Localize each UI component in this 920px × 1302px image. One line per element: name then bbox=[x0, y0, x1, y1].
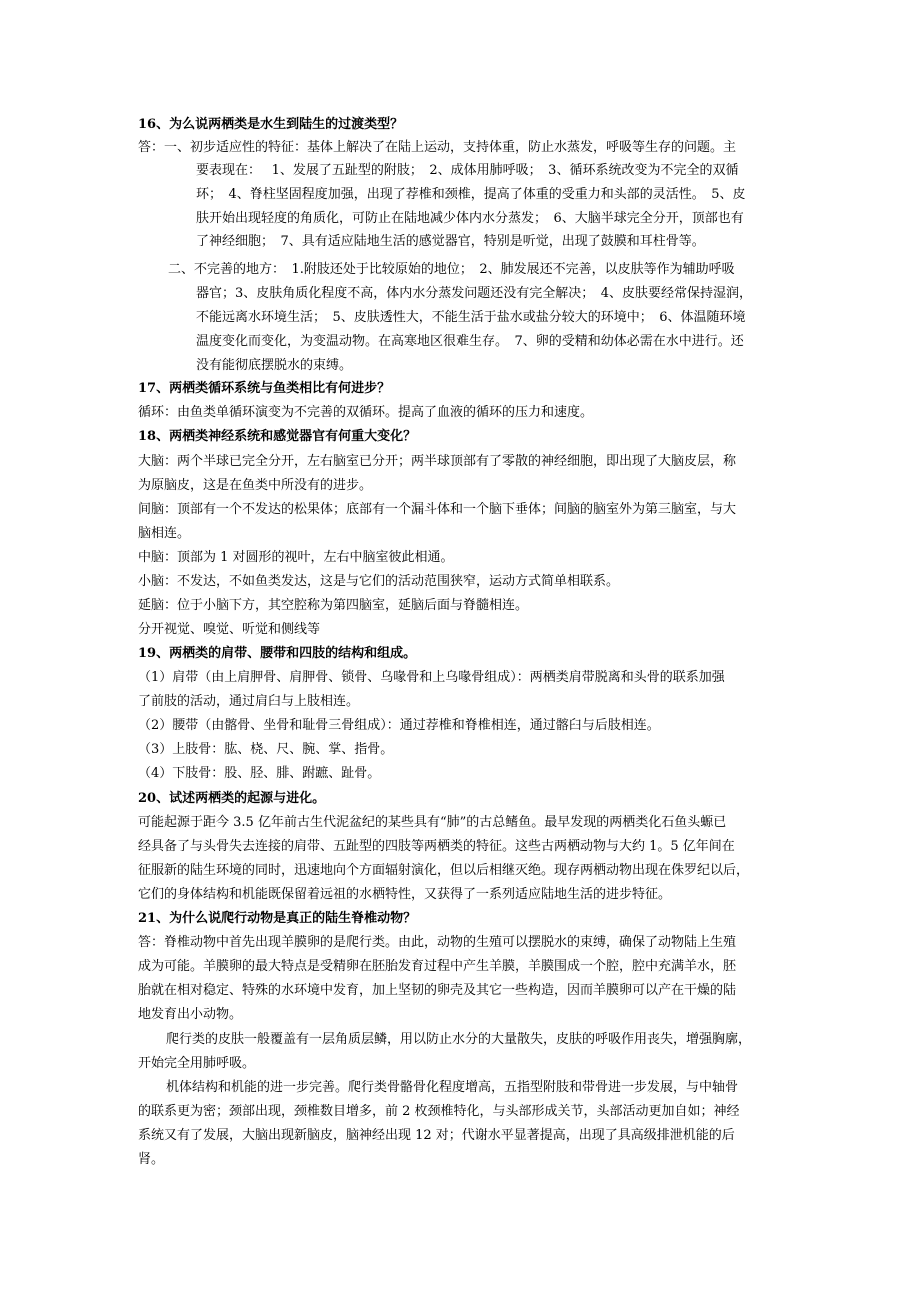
paragraph-line: 延脑：位于小脑下方，其空腔称为第四脑室，延脑后面与脊髓相连。 bbox=[138, 598, 529, 613]
paragraph-line: 器官；3、皮肤角质化程度不高，体内水分蒸发问题还没有完全解决； 4、皮肤要经常保持湿润， bbox=[196, 286, 753, 301]
paragraph-line: 大脑：两个半球已完全分开，左右脑室已分开；两半球顶部有了零散的神经细胞，即出现了大脑皮层，称 bbox=[138, 454, 737, 469]
paragraph-line: 答：脊椎动物中首先出现羊膜卵的是爬行类。由此，动物的生殖可以摆脱水的束缚，确保了动物陆上生殖 bbox=[138, 935, 737, 950]
paragraph-line: 温度变化而变化，为变温动物。在高寒地区很难生存。 7、卵的受精和幼体必需在水中进行。还 bbox=[196, 334, 744, 349]
heading-q20: 20、试述两栖类的起源与进化。 bbox=[138, 791, 326, 806]
paragraph-line: 了神经细胞； 7、具有适应陆地生活的感觉器官，特别是听觉，出现了鼓膜和耳柱骨等。 bbox=[196, 234, 705, 249]
paragraph-line: （4）下肢骨：股、胫、腓、跗蹠、趾骨。 bbox=[138, 766, 381, 781]
paragraph-line: （3）上肢骨：肱、桡、尺、腕、掌、指骨。 bbox=[138, 742, 394, 757]
heading-q18: 18、两栖类神经系统和感觉器官有何重大变化？ bbox=[138, 429, 417, 444]
paragraph-line: 机体结构和机能的进一步完善。爬行类骨骼骨化程度增高，五指型附肢和带骨进一步发展，与中轴骨 bbox=[166, 1080, 739, 1095]
paragraph-line: 的联系更为密；颈部出现，颈椎数目增多，前 2 枚颈椎特化，与头部形成关节，头部活动更加自如；神经 bbox=[138, 1104, 740, 1119]
paragraph-line: 答：一、初步适应性的特征：基体上解决了在陆上运动，支持体重，防止水蒸发，呼吸等生存的问题。主 bbox=[138, 140, 737, 155]
paragraph-line: 小脑：不发达，不如鱼类发达，这是与它们的活动范围狭窄，运动方式简单相联系。 bbox=[138, 574, 620, 589]
paragraph-line: 要表现在： 1、发展了五趾型的附肢； 2、成体用肺呼吸； 3、循环系统改变为不完全的双循 bbox=[196, 163, 739, 178]
paragraph-line: 循环：由鱼类单循环演变为不完善的双循环。提高了血液的循环的压力和速度。 bbox=[138, 405, 594, 420]
paragraph-line: 胎就在相对稳定、特殊的水环境中发育，加上坚韧的卵壳及其它一些构造，因而羊膜卵可以产在干燥的陆 bbox=[138, 983, 737, 998]
paragraph-line: 为原脑皮，这是在鱼类中所没有的进步。 bbox=[138, 478, 373, 493]
paragraph-line: 分开视觉、嗅觉、听觉和侧线等 bbox=[138, 622, 321, 637]
heading-q17: 17、两栖类循环系统与鱼类相比有何进步？ bbox=[138, 381, 391, 396]
paragraph-line: 成为可能。羊膜卵的最大特点是受精卵在胚胎发育过程中产生羊膜，羊膜围成一个腔，腔中充满羊水，胚 bbox=[138, 959, 737, 974]
paragraph-line: 中脑：顶部为 1 对圆形的视叶，左右中脑室彼此相通。 bbox=[138, 550, 454, 565]
paragraph-line: 系统又有了发展，大脑出现新脑皮，脑神经出现 12 对；代谢水平显著提高，出现了具高级排泄机能的后 bbox=[138, 1128, 735, 1143]
paragraph-line: 它们的身体结构和机能既保留着远祖的水栖特性，又获得了一系列适应陆地生活的进步特征。 bbox=[138, 887, 672, 902]
paragraph-line: 了前肢的活动，通过肩臼与上肢相连。 bbox=[138, 694, 360, 709]
heading-q19: 19、两栖类的肩带、腰带和四肢的结构和组成。 bbox=[138, 646, 417, 661]
paragraph-line: 肾。 bbox=[138, 1152, 165, 1167]
paragraph-line: 可能起源于距今 3.5 亿年前古生代泥盆纪的某些具有“肺”的古总鳍鱼。最早发现的两栖类化石鱼头螈已 bbox=[138, 815, 727, 830]
heading-q16: 16、为么说两栖类是水生到陆生的过渡类型？ bbox=[138, 117, 404, 132]
paragraph-line: 肤开始出现轻度的角质化，可防止在陆地减少体内水分蒸发； 6、大脑半球完全分开，顶部也有 bbox=[196, 211, 744, 226]
paragraph-line: 不能远离水环境生活； 5、皮肤透性大，不能生活于盐水或盐分较大的环境中； 6、体温随环境 bbox=[196, 310, 746, 325]
paragraph-line: 二、不完善的地方： 1.附肢还处于比较原始的地位； 2、肺发展还不完善，以皮肤等作为辅助呼吸 bbox=[168, 262, 735, 277]
paragraph-line: 开始完全用肺呼吸。 bbox=[138, 1056, 256, 1071]
paragraph-line: 经具备了与头骨失去连接的肩带、五趾型的四肢等两栖类的特征。这些古两栖动物与大约 1。5 亿年间在 bbox=[138, 839, 735, 854]
heading-q21: 21、为什么说爬行动物是真正的陆生脊椎动物？ bbox=[138, 911, 417, 926]
paragraph-line: 地发育出小动物。 bbox=[138, 1007, 243, 1022]
paragraph-line: 间脑：顶部有一个不发达的松果体；底部有一个漏斗体和一个脑下垂体；间脑的脑室外为第三脑室，与大 bbox=[138, 502, 737, 517]
paragraph-line: （2）腰带（由髂骨、坐骨和耻骨三骨组成）：通过荐椎和脊椎相连，通过髂臼与后肢相连。 bbox=[138, 718, 660, 733]
paragraph-line: （1）肩带（由上肩胛骨、肩胛骨、锁骨、乌喙骨和上乌喙骨组成）：两栖类肩带脱离和头骨的联系加强 bbox=[138, 670, 725, 685]
paragraph-line: 环； 4、脊柱坚固程度加强，出现了荐椎和颈椎，提高了体重的受重力和头部的灵活性。 5、皮 bbox=[196, 187, 746, 202]
paragraph-line: 脑相连。 bbox=[138, 526, 191, 541]
paragraph-line: 爬行类的皮肤一般覆盖有一层角质层鳞，用以防止水分的大量散失，皮肤的呼吸作用丧失，增强胸廓， bbox=[166, 1032, 752, 1047]
paragraph-line: 没有能彻底摆脱水的束缚。 bbox=[196, 358, 353, 373]
paragraph-line: 征服新的陆生环境的同时，迅速地向个方面辐射演化，但以后相继灭绝。现存两栖动物出现在侏罗纪以后， bbox=[138, 863, 750, 878]
